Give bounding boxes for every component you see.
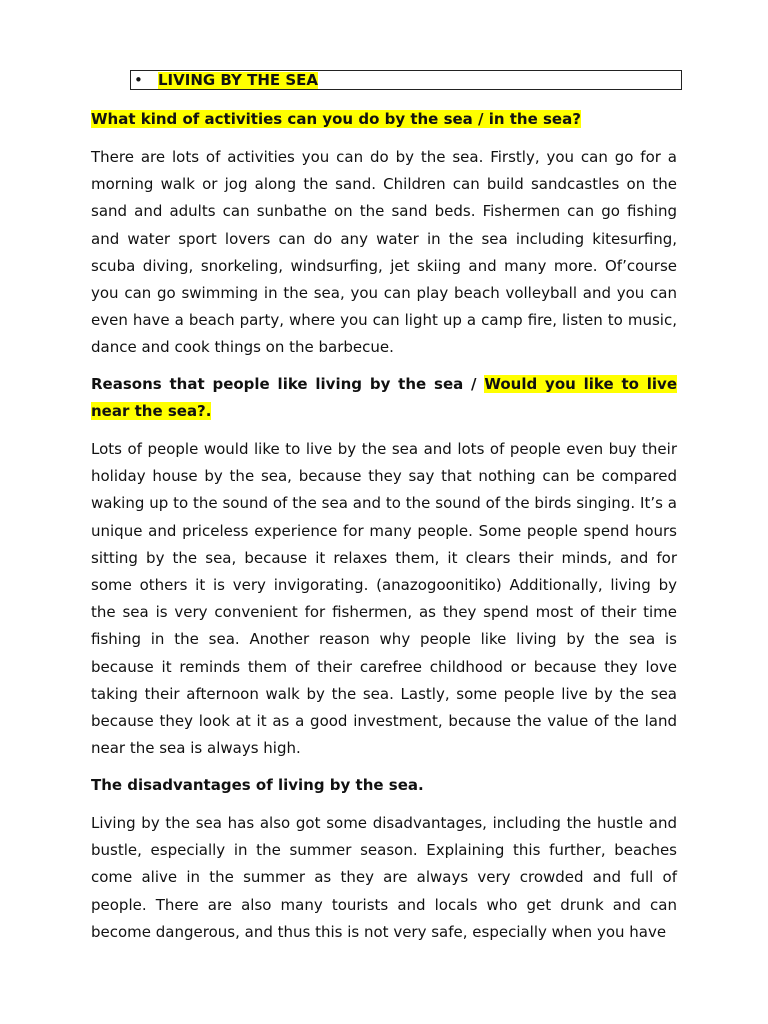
title-bullet-box [130,70,682,90]
activities-paragraph: There are lots of activities you can do by the sea. Firstly, you can go for a morning walk or jog along the sand. Children can build sandcastles on the sand and adults can sunbathe on the sand beds. Fishermen can go fishing and water sport lovers can do any water in the sea including kitesurfing, scuba diving, snorkeling, windsurfing, jet skiing and many more. Of’course you can go swimming in the sea, you can play beach volleyball and you can even have a beach party, where you can light up a camp fire, listen to music, dance and cook things on the barbecue. [91,148,677,357]
section-activities-heading [91,106,677,133]
bullet-glyph: • [134,71,143,89]
reasons-heading-part1: Reasons that people like living by the sea / [91,375,485,393]
section-reasons-heading [91,371,677,425]
reasons-paragraph: Lots of people would like to live by the sea and lots of people even buy their holiday house by the sea, because they say that nothing can be compared waking up to the sound of the sea and to the sound of the birds singing. It’s a unique and priceless experience for many people. Some people spend hours sitting by the sea, because it relaxes them, it clears their minds, and for some others it is very invigorating. (anazogoonitiko) Additionally, living by the sea is very convenient for fishermen, as they spend most of their time fishing in the sea. Another reason why people like living by the sea is because it reminds them of their carefree childhood or because they love taking their afternoon walk by the sea. Lastly, some people live by the sea because they look at it as a good investment, because the value of the land near the sea is always high. [91,440,677,758]
activities-heading-text: What kind of activities can you do by the sea / in the sea? [91,110,581,128]
reasons-heading-part2: Would you like to live near the sea?. [91,375,678,420]
section-disadvantages-heading: The disadvantages of living by the sea. [91,776,424,794]
document-title: LIVING BY THE SEA [158,71,319,89]
disadvantages-paragraph: Living by the sea has also got some disadvantages, including the hustle and bustle, especially in the summer season. Explaining this further, beaches come alive in the summer as they are always very crowded and full of people. There are also many tourists and locals who get drunk and can become dangerous, and thus this is not very safe, especially when you have [91,814,677,941]
